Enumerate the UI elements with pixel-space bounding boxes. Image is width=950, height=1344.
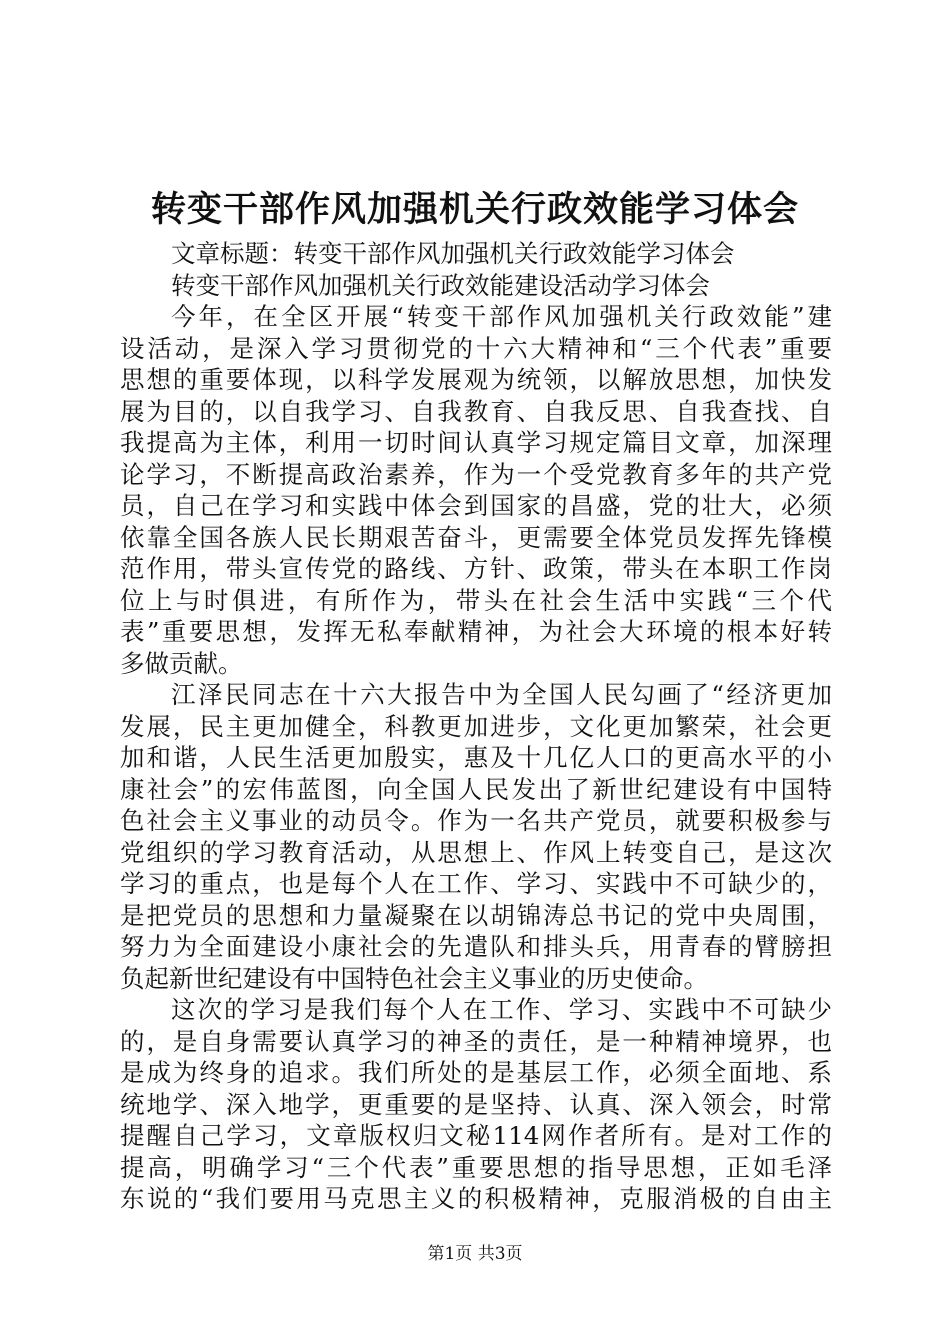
text-line: 是成为终身的追求。我们所处的是基层工作，必须全面地、系	[120, 1058, 832, 1087]
text-line: 康社会”的宏伟蓝图，向全国人民发出了新世纪建设有中国特	[120, 774, 832, 804]
text-line: 位上与时俱进，有所作为，带头在社会生活中实践“三个代	[120, 585, 832, 615]
text-line: 是把党员的思想和力量凝聚在以胡锦涛总书记的党中央周围，	[120, 900, 832, 930]
page-title: 转变干部作风加强机关行政效能学习体会	[150, 189, 799, 230]
text-line: 这次的学习是我们每个人在工作、学习、实践中不可缺少	[171, 995, 832, 1024]
text-line: 表”重要思想，发挥无私奉献精神，为社会大环境的根本好转	[120, 617, 832, 646]
text-line: 员，自己在学习和实践中体会到国家的昌盛，党的壮大，必须	[120, 491, 832, 520]
text-line: 努力为全面建设小康社会的先遣队和排头兵，用青春的臂膀担	[120, 932, 832, 961]
text-line: 展为目的，以自我学习、自我教育、自我反思、自我查找、自	[120, 396, 832, 426]
text-line: 提醒自己学习，文章版权归文秘114网作者所有。是对工作的	[120, 1121, 832, 1150]
text-line: 设活动，是深入学习贯彻党的十六大精神和“三个代表”重要	[120, 333, 832, 363]
text-line: 的，是自身需要认真学习的神圣的责任，是一种精神境界，也	[120, 1026, 832, 1056]
text-line: 提高，明确学习“三个代表”重要思想的指导思想，正如毛泽	[120, 1152, 832, 1182]
text-line: 发展，民主更加健全，科教更加进步，文化更加繁荣，社会更	[120, 711, 832, 741]
page-footer: 第1页 共3页	[427, 1244, 523, 1264]
text-line: 色社会主义事业的动员令。作为一名共产党员，就要积极参与	[120, 806, 832, 835]
text-line: 转变干部作风加强机关行政效能建设活动学习体会	[171, 270, 710, 300]
document-body	[120, 238, 832, 1215]
text-line: 加和谐，人民生活更加殷实，惠及十几亿人口的更高水平的小	[120, 743, 832, 772]
text-line: 今年，在全区开展“转变干部作风加强机关行政效能”建	[171, 302, 832, 331]
text-line: 思想的重要体现，以科学发展观为统领，以解放思想，加快发	[120, 365, 832, 394]
text-line: 我提高为主体，利用一切时间认真学习规定篇目文章，加深理	[120, 428, 832, 457]
text-line: 范作用，带头宣传党的路线、方针、政策，带头在本职工作岗	[120, 554, 832, 583]
text-line: 党组织的学习教育活动，从思想上、作风上转变自己，是这次	[120, 837, 832, 867]
text-line: 依靠全国各族人民长期艰苦奋斗，更需要全体党员发挥先锋模	[120, 522, 832, 552]
text-line: 文章标题：转变干部作风加强机关行政效能学习体会	[171, 239, 735, 268]
text-line: 统地学、深入地学，更重要的是坚持、认真、深入领会，时常	[120, 1089, 832, 1119]
text-line: 学习的重点，也是每个人在工作、学习、实践中不可缺少的，	[120, 869, 832, 898]
text-line: 论学习，不断提高政治素养，作为一个受党教育多年的共产党	[120, 459, 832, 489]
text-line: 负起新世纪建设有中国特色社会主义事业的历史使命。	[120, 963, 708, 993]
text-line: 多做贡献。	[120, 648, 243, 678]
text-line: 江泽民同志在十六大报告中为全国人民勾画了“经济更加	[171, 680, 832, 709]
text-line: 东说的“我们要用马克思主义的积极精神，克服消极的自由主	[120, 1184, 832, 1213]
